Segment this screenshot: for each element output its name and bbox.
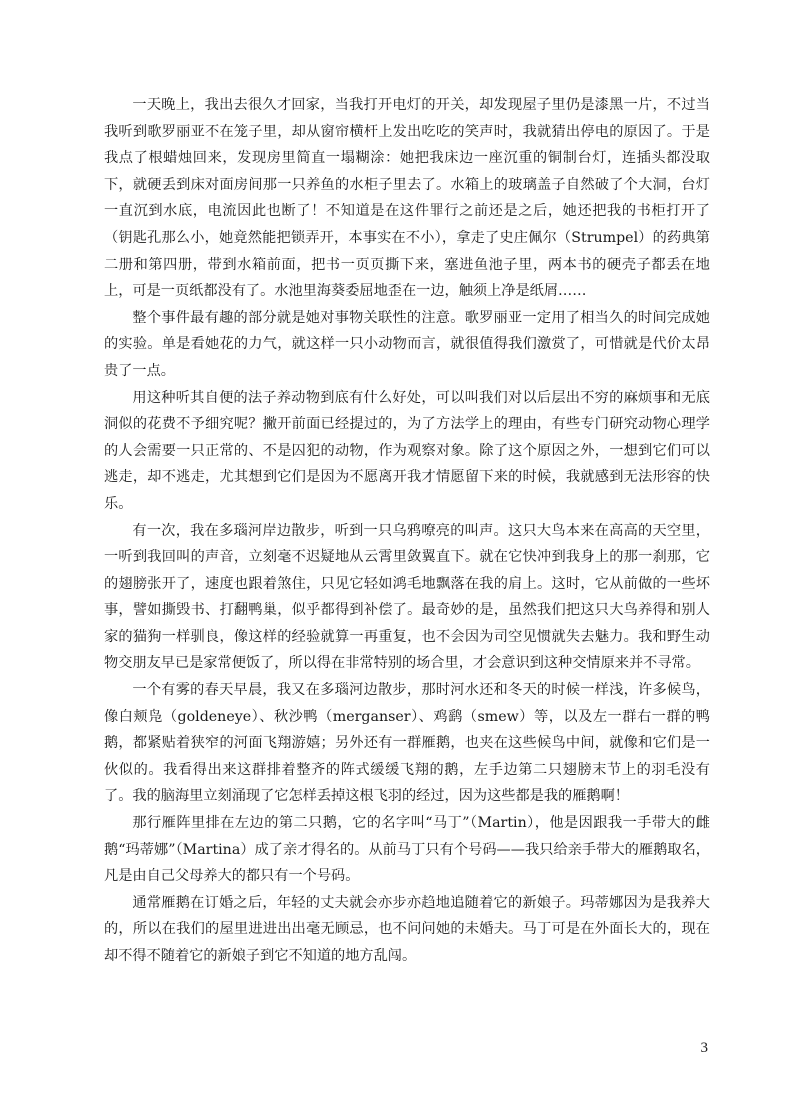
paragraph-5: 一个有雾的春天早晨，我又在多瑙河边散步，那时河水还和冬天的时候一样浅，许多候鸟，像白颊凫（goldeneye）、秋沙鸭（merganser）、鸡鹞（smew）等，以及左一群右一群的鸭鹅，都紧贴着狭窄的河面飞翔游嬉；另外还有一群雁鹅，也夹在这些候鸟中间，就像和它们是一伙似的。我看得出来这群排着整齐的阵式缓缓飞翔的鹅，左手边第二只翅膀末节上的羽毛没有了。我的脑海里立刻涌现了它怎样丢掉这根飞羽的经过，因为这些都是我的雁鹅啊！ — [104, 682, 710, 805]
paragraph-4: 有一次，我在多瑙河岸边散步，听到一只乌鸦嘹亮的叫声。这只大鸟本来在高高的天空里，一听到我回叫的声音，立刻毫不迟疑地从云霄里敛翼直下。就在它快冲到我身上的那一刹那，它的翅膀张开了，速度也跟着煞住，只见它轻如鸿毛地飘落在我的肩上。这时，它从前做的一些坏事，譬如撕毁书、打翻鸭巢，似乎都得到补偿了。最奇妙的是，虽然我们把这只大鸟养得和别人家的猫狗一样驯良，像这样的经验就算一再重复，也不会因为司空见惯就失去魅力。我和野生动物交朋友早已是家常便饭了，所以得在非常特别的场合里，才会意识到这种交情原来并不寻常。 — [104, 522, 710, 672]
paragraph-3: 用这种听其自便的法子养动物到底有什么好处，可以叫我们对以后层出不穷的麻烦事和无底洞似的花费不予细究呢？撇开前面已经提过的，为了方法学上的理由，有些专门研究动物心理学的人会需要一只正常的、不是囚犯的动物，作为观察对象。除了这个原因之外，一想到它们可以逃走，却不逃走，尤其想到它们是因为不愿离开我才情愿留下来的时候，我就感到无法形容的快乐。 — [104, 389, 710, 512]
page-number: 3 — [700, 1040, 708, 1056]
paragraph-1: 一天晚上，我出去很久才回家，当我打开电灯的开关，却发现屋子里仍是漆黑一片，不过当我听到歌罗丽亚不在笼子里，却从窗帘横杆上发出吃吃的笑声时，我就猜出停电的原因了。于是我点了根蜡烛回来，发现房里简直一塌糊涂：她把我床边一座沉重的铜制台灯，连插头都没取下，就硬丢到床对面房间那一只养鱼的水柜子里去了。水箱上的玻璃盖子自然破了个大洞，台灯一直沉到水底，电流因此也断了！不知道是在这件罪行之前还是之后，她还把我的书柜打开了（钥匙孔那么小，她竟然能把锁弄开，本事实在不小），拿走了史庄佩尔（Strumpel）的药典第二册和第四册，带到水箱前面，把书一页页撕下来，塞进鱼池子里，两本书的硬壳子都丢在地上，可是一页纸都没有了。水池里海葵委屈地歪在一边，触须上净是纸屑…… — [104, 97, 710, 300]
paragraph-2: 整个事件最有趣的部分就是她对事物关联性的注意。歌罗丽亚一定用了相当久的时间完成她的实验。单是看她花的力气，就这样一只小动物而言，就很值得我们激赏了，可惜就是代价太昂贵了一点。 — [104, 309, 710, 379]
body-text — [104, 92, 710, 970]
paragraph-7: 通常雁鹅在订婚之后，年轻的丈夫就会亦步亦趋地追随着它的新娘子。玛蒂娜因为是我养大的，所以在我们的屋里进进出出毫无顾忌，也不问问她的未婚夫。马丁可是在外面长大的，现在却不得不随着它的新娘子到它不知道的地方乱闯。 — [104, 894, 710, 964]
paragraph-6: 那行雁阵里排在左边的第二只鹅，它的名字叫“马丁”（Martin），他是因跟我一手带大的雌鹅“玛蒂娜”（Martina）成了亲才得名的。从前马丁只有个号码——我只给亲手带大的雁鹅取名，凡是由自己父母养大的都只有一个号码。 — [104, 815, 710, 885]
